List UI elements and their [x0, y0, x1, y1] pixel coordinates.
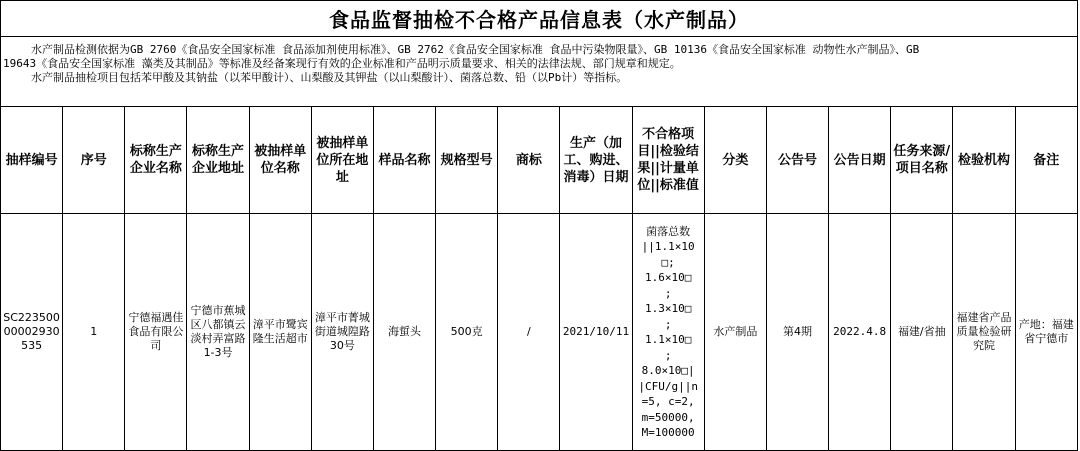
result-line: 菌落总数 — [646, 224, 691, 238]
cell-lab: 福建省产品质量检验研究院 — [953, 214, 1015, 451]
header-mfr-name: 标称生产企业名称 — [125, 107, 187, 214]
description-line-2: 19643《食品安全国家标准 藻类及其制品》等标准及经备案现行有效的企业标准和产品明示质量要求、相关的法律法规、部门规章和规定。 — [3, 57, 681, 70]
cell-brand: / — [498, 214, 560, 451]
cell-sampled-addr: 漳平市菁城街道城隍路30号 — [311, 214, 373, 451]
result-line: 1.1×10□ — [644, 333, 692, 346]
header-spec: 规格型号 — [436, 107, 498, 214]
description-line-1: 水产制品检测依据为GB 2760《食品安全国家标准 食品添加剂使用标准》、GB 2762《食品安全国家标准 食品中污染物限量》、GB 10136《食品安全国家标准 动物性水产制品》、GB — [31, 43, 920, 56]
result-line: |CFU/g||n — [638, 379, 698, 393]
result-line: ; — [664, 286, 672, 300]
header-notice-no: 公告号 — [766, 107, 828, 214]
cell-remark: 产地：福建省宁德市 — [1015, 214, 1077, 451]
table-title: 食品监督抽检不合格产品信息表（水产制品） — [1, 1, 1078, 37]
header-sampled-addr: 被抽样单位所在地址 — [311, 107, 373, 214]
header-remark: 备注 — [1015, 107, 1077, 214]
header-seq: 序号 — [63, 107, 125, 214]
cell-task: 福建/省抽 — [891, 214, 953, 451]
cell-seq: 1 — [63, 214, 125, 451]
cell-category: 水产制品 — [704, 214, 766, 451]
cell-notice-no: 第4期 — [766, 214, 828, 451]
header-date: 生产（加工、购进、消毒）日期 — [560, 107, 632, 214]
cell-sampled-name: 漳平市鹭宾隆生活超市 — [249, 214, 311, 451]
result-line: ; — [664, 348, 672, 362]
cell-sample-no: SC22350000002930535 — [1, 214, 63, 451]
header-row — [1, 107, 1078, 214]
cell-mfr-name: 宁德福遇佳食品有限公司 — [125, 214, 187, 451]
header-product: 样品名称 — [373, 107, 435, 214]
header-sample-no: 抽样编号 — [1, 107, 63, 214]
result-line: 1.6×10□ — [644, 271, 692, 284]
cell-notice-date: 2022.4.8 — [829, 214, 891, 451]
cell-product: 海蜇头 — [373, 214, 435, 451]
result-lines — [635, 224, 702, 441]
result-line: =5, c=2, — [641, 395, 695, 408]
result-line: ; — [664, 317, 672, 331]
header-mfr-addr: 标称生产企业地址 — [187, 107, 249, 214]
header-lab: 检验机构 — [953, 107, 1015, 214]
result-line: 1.3×10□ — [644, 302, 692, 315]
header-category: 分类 — [704, 107, 766, 214]
result-line: □; — [661, 255, 675, 269]
description-line-3: 水产制品抽检项目包括苯甲酸及其钠盐（以苯甲酸计）、山梨酸及其钾盐（以山梨酸计）、菌落总数、铅（以Pb计）等指标。 — [31, 71, 628, 84]
header-task: 任务来源/项目名称 — [891, 107, 953, 214]
header-notice-date: 公告日期 — [829, 107, 891, 214]
table-row — [1, 214, 1078, 451]
result-line: M=100000 — [641, 426, 695, 439]
result-line: ||1.1×10 — [641, 240, 695, 253]
header-sampled-name: 被抽样单位名称 — [249, 107, 311, 214]
description-block — [1, 37, 1078, 107]
cell-result — [632, 214, 704, 451]
cell-spec: 500克 — [436, 214, 498, 451]
result-line: m=50000, — [641, 410, 695, 424]
result-line: 8.0×10□| — [641, 364, 695, 377]
header-result: 不合格项目||检验结果||计量单位||标准值 — [632, 107, 704, 214]
cell-mfr-addr: 宁德市蕉城区八都镇云淡村弄富路1-3号 — [187, 214, 249, 451]
cell-date: 2021/10/11 — [560, 214, 632, 451]
header-brand: 商标 — [498, 107, 560, 214]
